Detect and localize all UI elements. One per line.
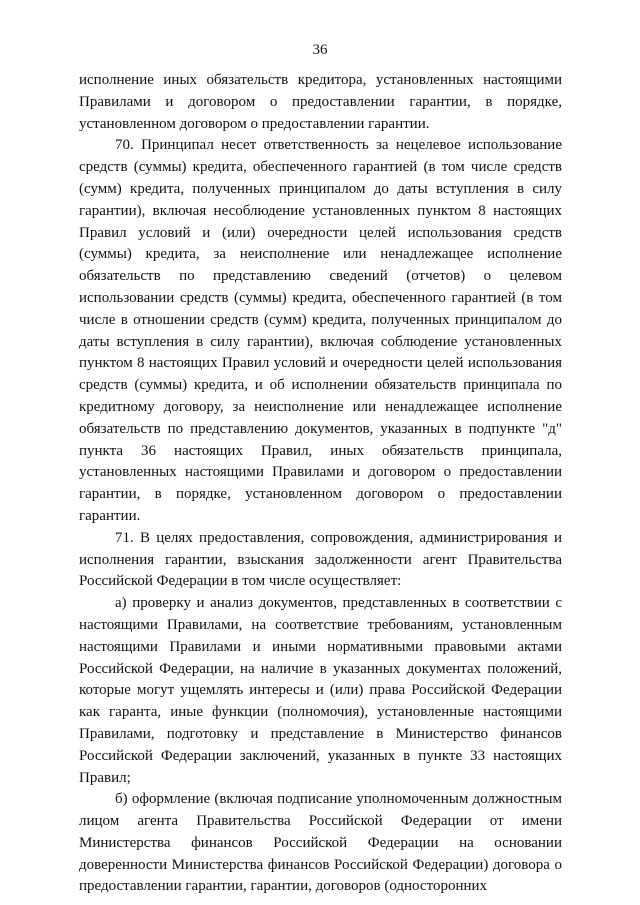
paragraph-subclause-b: б) оформление (включая подписание уполномоченным должностным лицом агента Правительства Российской Федерации от имени Министерства финансов Российской Федерации на основании доверенности Министерства финансов Российской Федерации) договора о предоставлении гарантии, гарантии, договоров (односторонних [79,791,562,895]
page-number: 36 [312,42,328,58]
paragraph-continuation: исполнение иных обязательств кредитора, установленных настоящими Правилами и договором о предоставлении гарантии, в порядке, установленном договором о предоставлении гарантии. [79,72,562,132]
document-body [79,70,562,898]
paragraph-clause-71: 71. В целях предоставления, сопровождения, администрирования и исполнения гарантии, взыскания задолженности агент Правительства Российской Федерации в том числе осуществляет: [79,529,562,590]
paragraph-clause-70: 70. Принципал несет ответственность за нецелевое использование средств (суммы) кредита, обеспеченного гарантией (в том числе средств (сумм) кредита, полученных принципалом до даты вступления в силу гарантии), включая несоблюдение установленных пунктом 8 настоящих Правил условий и (или) очередности целей использования средств (суммы) кредита, за неисполнение или ненадлежащее исполнение обязательств по представлению сведений (отчетов) о целевом использовании средств (суммы) кредита, обеспеченного гарантией (в том числе в отношении средств (сумм) кредита, полученных принципалом до даты вступления в силу гарантии), включая соблюдение установленных пунктом 8 настоящих Правил условий и очередности целей использования средств (суммы) кредита, и об исполнении обязательств принципала по кредитному договору, за неисполнение или ненадлежащее исполнение обязательств по представлению документов, указанных в подпункте "д" пункта 36 настоящих Правил, иных обязательств принципала, установленных настоящими Правилами и договором о предоставлении гарантии, в порядке, установленном договором о предоставлении гарантии. [79,137,562,524]
paragraph-subclause-a: а) проверку и анализ документов, представленных в соответствии с настоящими Правилами, на соответствие требованиям, установленным настоящими Правилами и иными нормативными правовыми актами Российской Федерации, на наличие в указанных документах положений, которые могут ущемлять интересы и (или) права Российской Федерации как гаранта, иные функции (полномочия), установленные настоящими Правилами, подготовку и представление в Министерство финансов Российской Федерации заключений, указанных в пункте 33 настоящих Правил; [79,595,562,786]
